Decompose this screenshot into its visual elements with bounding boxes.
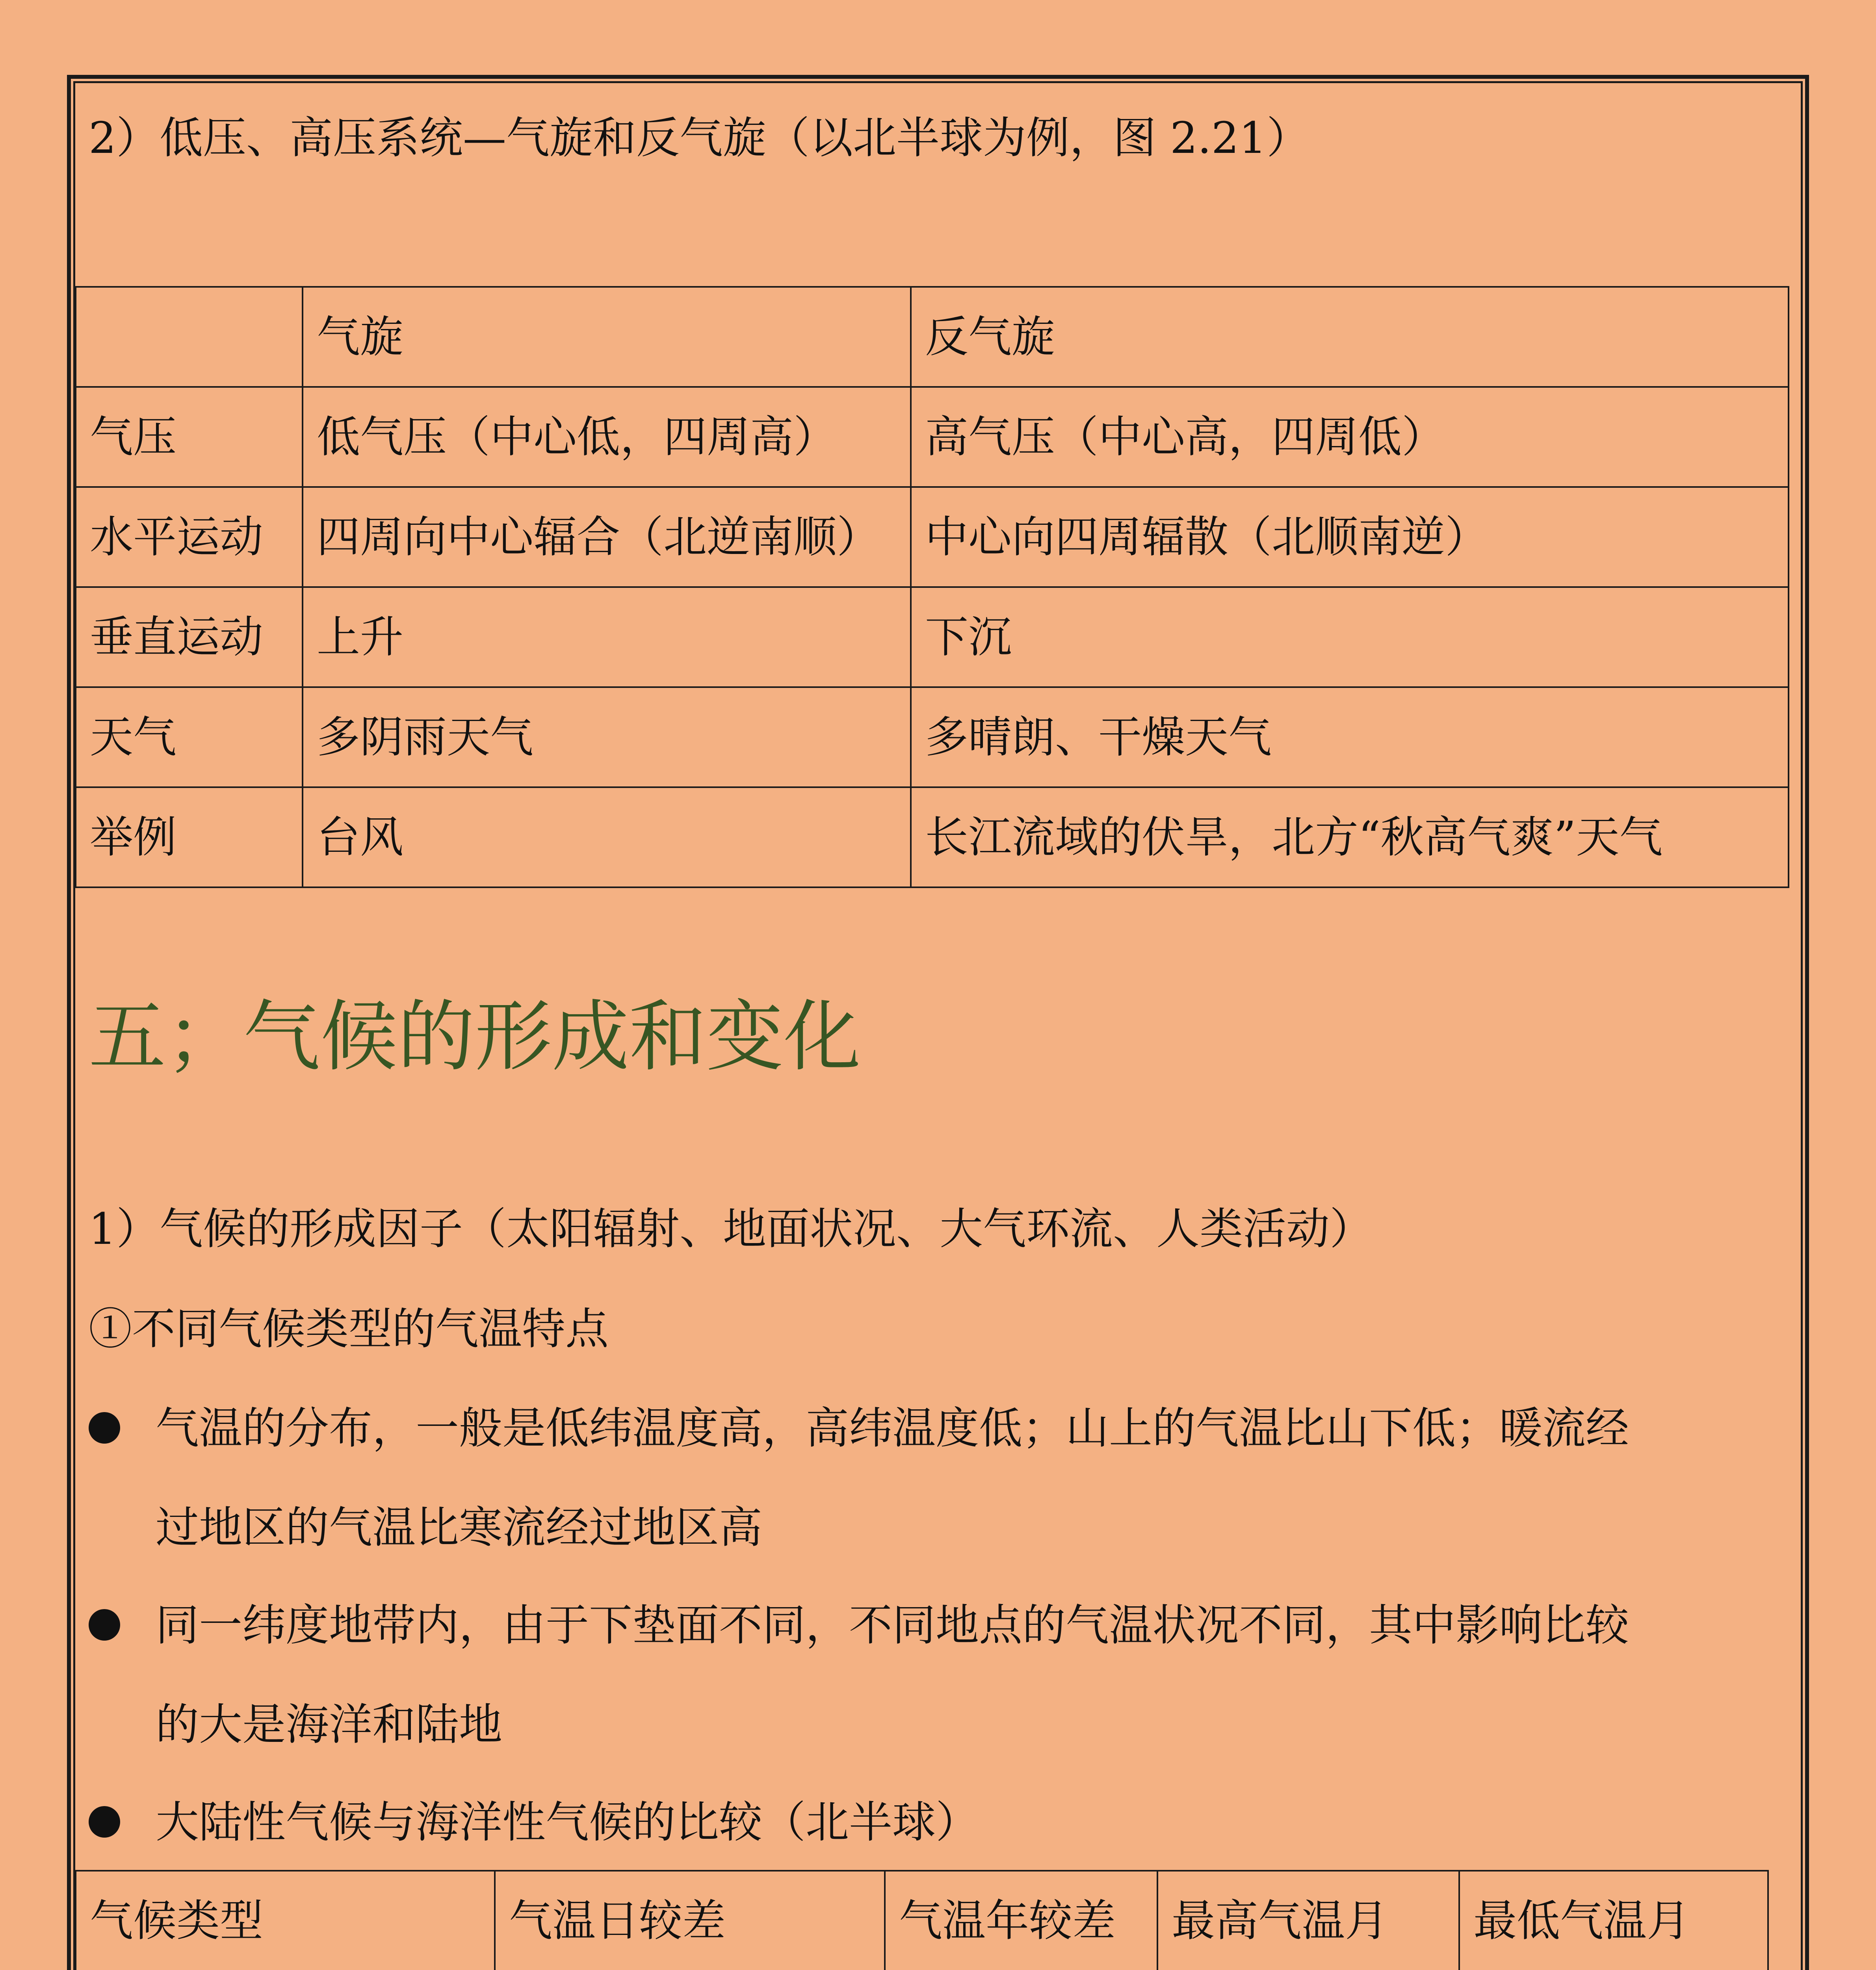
table-cell: 长江流域的伏旱，北方“秋高气爽”天气 bbox=[911, 787, 1789, 887]
table-cell: 多晴朗、干燥天气 bbox=[911, 687, 1789, 787]
paragraph-climate-factors: 1）气候的形成因子（太阳辐射、地面状况、大气环流、人类活动） bbox=[89, 1204, 1373, 1254]
table-cell: 水平运动 bbox=[76, 487, 303, 587]
table-cell: 下沉 bbox=[911, 587, 1789, 687]
table-cell: 四周向中心辐合（北逆南顺） bbox=[303, 487, 911, 587]
climate-comparison-table bbox=[75, 1870, 1769, 1970]
table-row bbox=[76, 587, 1789, 687]
bullet-dot bbox=[89, 1609, 120, 1641]
table-cell: 气候类型 bbox=[76, 1871, 495, 1970]
bullet-dot bbox=[89, 1806, 120, 1838]
bullet-text: 气温的分布，一般是低纬温度高，高纬温度低；山上的气温比山下低；暖流经 bbox=[156, 1403, 1629, 1453]
bullet-text-continued: 过地区的气温比寒流经过地区高 bbox=[156, 1502, 762, 1553]
bullet-dot bbox=[89, 1412, 120, 1444]
table-row bbox=[76, 487, 1789, 587]
section-title: 五；气候的形成和变化 bbox=[89, 992, 861, 1082]
table-cell: 最高气温月 bbox=[1157, 1871, 1459, 1970]
table-row bbox=[76, 387, 1789, 487]
subheading-temperature: ①不同气候类型的气温特点 bbox=[89, 1304, 609, 1354]
table-cell: 垂直运动 bbox=[76, 587, 303, 687]
table-cell: 举例 bbox=[76, 787, 303, 887]
table-cell: 气压 bbox=[76, 387, 303, 487]
bullet-text: 同一纬度地带内，由于下垫面不同，不同地点的气温状况不同，其中影响比较 bbox=[156, 1600, 1629, 1650]
table-cell: 气温日较差 bbox=[495, 1871, 885, 1970]
table-row bbox=[76, 787, 1789, 887]
table-cell: 气旋 bbox=[303, 287, 911, 387]
table-cell: 中心向四周辐散（北顺南逆） bbox=[911, 487, 1789, 587]
bullet-text: 大陆性气候与海洋性气候的比较（北半球） bbox=[156, 1797, 979, 1847]
table-cell: 气温年较差 bbox=[885, 1871, 1157, 1970]
table-row bbox=[76, 687, 1789, 787]
table-cell: 多阴雨天气 bbox=[303, 687, 911, 787]
table-cell: 天气 bbox=[76, 687, 303, 787]
table-cell: 台风 bbox=[303, 787, 911, 887]
table-cell: 反气旋 bbox=[911, 287, 1789, 387]
table-cell: 上升 bbox=[303, 587, 911, 687]
table-cell: 高气压（中心高，四周低） bbox=[911, 387, 1789, 487]
cyclone-table bbox=[75, 286, 1789, 888]
table-cell: 低气压（中心低，四周高） bbox=[303, 387, 911, 487]
table-cell bbox=[76, 287, 303, 387]
bullet-text-continued: 的大是海洋和陆地 bbox=[156, 1699, 502, 1750]
heading-low-high-pressure: 2）低压、高压系统—气旋和反气旋（以北半球为例，图 2.21） bbox=[89, 113, 1310, 163]
table-header-row bbox=[76, 287, 1789, 387]
table-header-row bbox=[76, 1871, 1768, 1970]
table-cell: 最低气温月 bbox=[1459, 1871, 1768, 1970]
